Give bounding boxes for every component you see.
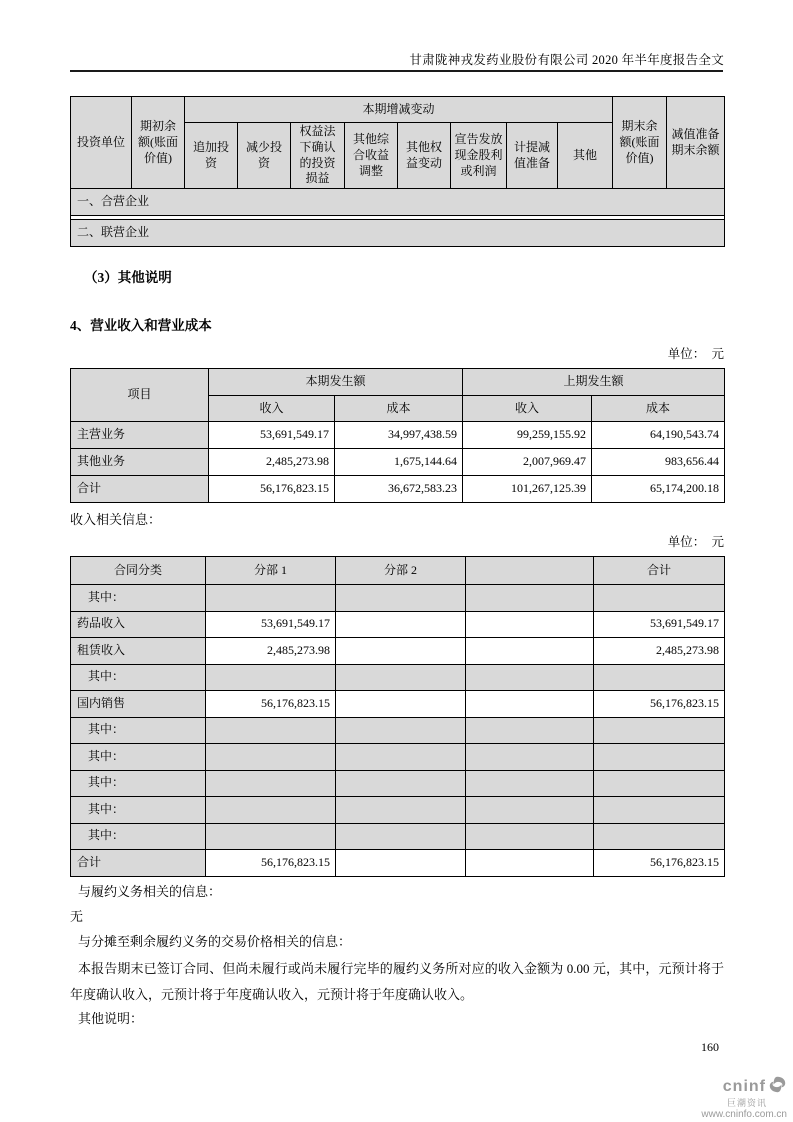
col-segment2: 分部 2 <box>336 557 466 585</box>
empty-cell <box>466 611 594 638</box>
empty-cell <box>336 585 466 612</box>
table-row <box>71 823 725 850</box>
value-cell: 1,675,144.64 <box>335 449 463 476</box>
col-cost-prior: 成本 <box>592 396 725 422</box>
table-row <box>71 449 725 476</box>
logo-brand-text: cninf <box>722 1078 766 1095</box>
table-row <box>71 850 725 877</box>
col-item: 项目 <box>71 369 209 422</box>
row-joint-ventures: 一、合营企业 <box>71 189 725 216</box>
value-cell: 56,176,823.15 <box>594 691 725 718</box>
page-number: 160 <box>701 1040 719 1054</box>
table-row <box>71 220 725 247</box>
col-impairment-ending: 减值准备期末余额 <box>667 97 725 189</box>
value-cell: 56,176,823.15 <box>206 850 336 877</box>
note-paragraph: 本报告期末已签订合同、但尚未履行或尚未履行完毕的履约义务所对应的收入金额为 0.00 元，其中，元预计将于年度确认收入，元预计将于年度确认收入，元预计将于年度确认收入。 <box>70 961 724 1002</box>
col-beginning-balance: 期初余额(账面价值) <box>132 97 185 189</box>
value-cell: 64,190,543.74 <box>592 422 725 449</box>
income-info-label: 收入相关信息： <box>70 512 162 527</box>
empty-cell <box>466 585 594 612</box>
col-category: 合同分类 <box>71 557 206 585</box>
empty-cell <box>206 823 336 850</box>
investment-table <box>70 96 725 247</box>
empty-cell <box>594 717 725 744</box>
revenue-header-row-1 <box>71 369 725 396</box>
col-impairment-provision: 计提减值准备 <box>507 123 558 189</box>
empty-cell <box>206 744 336 771</box>
cninfo-logo <box>667 1075 787 1120</box>
value-cell: 34,997,438.59 <box>335 422 463 449</box>
value-cell: 2,007,969.47 <box>463 449 592 476</box>
empty-cell <box>336 850 466 877</box>
pinwheel-icon <box>768 1075 787 1099</box>
empty-cell <box>206 664 336 691</box>
empty-cell <box>594 744 725 771</box>
row-label: 其中： <box>71 770 206 797</box>
note-none: 无 <box>70 909 84 924</box>
note-performance-obligation: 与履约义务相关的信息： <box>78 884 222 899</box>
table-row <box>71 744 725 771</box>
col-income-prior: 收入 <box>463 396 592 422</box>
contract-table <box>70 556 725 877</box>
empty-cell <box>594 797 725 824</box>
row-associates: 二、联营企业 <box>71 220 725 247</box>
value-cell: 56,176,823.15 <box>206 691 336 718</box>
row-label: 其中： <box>71 585 206 612</box>
page-header-title: 甘肃陇神戎发药业股份有限公司 2020 年半年度报告全文 <box>409 53 724 67</box>
revenue-table <box>70 368 725 503</box>
col-declared-dividends: 宣告发放现金股利或利润 <box>451 123 507 189</box>
col-segment1: 分部 1 <box>206 557 336 585</box>
empty-cell <box>336 691 466 718</box>
row-label: 其中： <box>71 664 206 691</box>
empty-cell <box>336 611 466 638</box>
note-remaining-obligation: 与分摊至剩余履约义务的交易价格相关的信息： <box>78 934 352 949</box>
table-row <box>71 691 725 718</box>
empty-cell <box>336 664 466 691</box>
empty-cell <box>336 823 466 850</box>
table-row <box>71 664 725 691</box>
unit-label: 单位： 元 <box>667 535 724 549</box>
empty-cell <box>336 717 466 744</box>
empty-cell <box>336 770 466 797</box>
table-row <box>71 585 725 612</box>
header-divider <box>70 70 723 72</box>
empty-cell <box>594 770 725 797</box>
row-label: 其他业务 <box>71 449 209 476</box>
empty-cell <box>336 797 466 824</box>
row-label: 国内销售 <box>71 691 206 718</box>
col-other-equity-change: 其他权益变动 <box>398 123 451 189</box>
value-cell: 983,656.44 <box>592 449 725 476</box>
col-current-period: 本期发生额 <box>209 369 463 396</box>
empty-cell <box>594 823 725 850</box>
col-income-current: 收入 <box>209 396 335 422</box>
empty-cell <box>466 691 594 718</box>
table-row <box>71 476 725 503</box>
empty-cell <box>466 717 594 744</box>
value-cell: 2,485,273.98 <box>209 449 335 476</box>
col-additional-investment: 追加投资 <box>185 123 238 189</box>
value-cell: 56,176,823.15 <box>209 476 335 503</box>
col-ending-balance: 期末余额(账面价值) <box>613 97 667 189</box>
empty-cell <box>466 797 594 824</box>
table-row <box>71 189 725 216</box>
value-cell: 65,174,200.18 <box>592 476 725 503</box>
col-equity-method-pnl: 权益法下确认的投资损益 <box>291 123 345 189</box>
value-cell: 2,485,273.98 <box>206 638 336 665</box>
contract-header-row <box>71 557 725 585</box>
logo-chinese-name: 巨潮资讯 <box>726 1098 767 1108</box>
col-total: 合计 <box>594 557 725 585</box>
value-cell: 2,485,273.98 <box>594 638 725 665</box>
section-heading-other-notes: （3）其他说明 <box>84 270 172 285</box>
empty-cell <box>206 585 336 612</box>
col-oci-adjustment: 其他综合收益调整 <box>345 123 398 189</box>
table-row <box>71 611 725 638</box>
empty-cell <box>466 638 594 665</box>
table-row <box>71 770 725 797</box>
empty-cell <box>336 744 466 771</box>
table-row <box>71 422 725 449</box>
empty-cell <box>466 744 594 771</box>
unit-label: 单位： 元 <box>667 347 724 361</box>
row-label: 租赁收入 <box>71 638 206 665</box>
investment-header-row-1 <box>71 97 725 123</box>
col-period-change-group: 本期增减变动 <box>185 97 613 123</box>
empty-cell <box>466 770 594 797</box>
table-row <box>71 797 725 824</box>
col-other: 其他 <box>558 123 613 189</box>
empty-cell <box>594 585 725 612</box>
value-cell: 53,691,549.17 <box>594 611 725 638</box>
row-label: 合计 <box>71 476 209 503</box>
col-blank <box>466 557 594 585</box>
empty-cell <box>594 664 725 691</box>
row-label: 其中： <box>71 717 206 744</box>
value-cell: 53,691,549.17 <box>206 611 336 638</box>
empty-cell <box>466 850 594 877</box>
value-cell: 101,267,125.39 <box>463 476 592 503</box>
value-cell: 99,259,155.92 <box>463 422 592 449</box>
row-label: 药品收入 <box>71 611 206 638</box>
table-row <box>71 717 725 744</box>
empty-cell <box>206 717 336 744</box>
table-row <box>71 638 725 665</box>
col-investee: 投资单位 <box>71 97 132 189</box>
value-cell: 56,176,823.15 <box>594 850 725 877</box>
empty-cell <box>466 823 594 850</box>
row-label: 合计 <box>71 850 206 877</box>
row-label: 其中： <box>71 744 206 771</box>
row-label: 其中： <box>71 797 206 824</box>
value-cell: 53,691,549.17 <box>209 422 335 449</box>
empty-cell <box>466 664 594 691</box>
empty-cell <box>336 638 466 665</box>
section-heading-revenue-cost: 4、营业收入和营业成本 <box>70 318 212 333</box>
col-cost-current: 成本 <box>335 396 463 422</box>
note-other-notes: 其他说明： <box>78 1011 144 1026</box>
value-cell: 36,672,583.23 <box>335 476 463 503</box>
row-label: 主营业务 <box>71 422 209 449</box>
logo-url: www.cninfo.com.cn <box>701 1109 787 1120</box>
col-prior-period: 上期发生额 <box>463 369 725 396</box>
empty-cell <box>206 770 336 797</box>
row-label: 其中： <box>71 823 206 850</box>
empty-cell <box>206 797 336 824</box>
col-reduced-investment: 减少投资 <box>238 123 291 189</box>
